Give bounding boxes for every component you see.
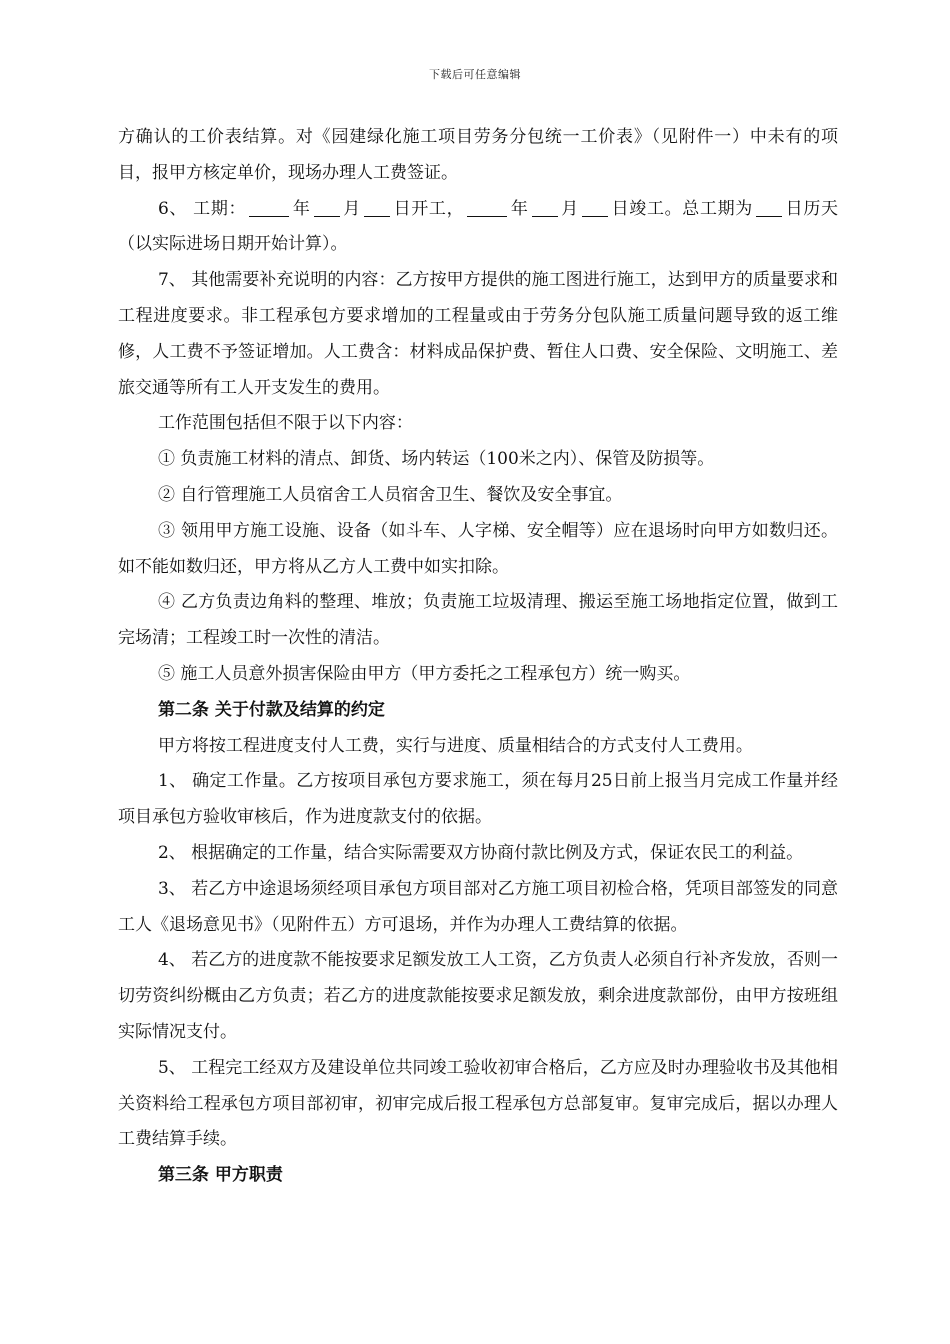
total-days-label: 日历天（以实际进场日期开始计算）。	[118, 198, 838, 255]
list-item: ② 自行管理施工人员宿舍工人员宿舍卫生、餐饮及安全事宜。	[157, 484, 623, 505]
paragraph-work-scope: 工作范围包括但不限于以下内容：	[157, 413, 413, 434]
blank-start-year	[249, 198, 289, 217]
blank-start-day	[364, 198, 390, 217]
blank-end-year	[467, 198, 507, 217]
month-label: 月	[342, 198, 361, 219]
paragraph-payment-intro: 甲方将按工程进度支付人工费，实行与进度、质量相结合的方式支付人工费用。	[157, 735, 753, 756]
year-label: 年	[510, 198, 529, 219]
blank-end-day	[582, 198, 608, 217]
blank-start-month	[314, 198, 340, 217]
section-heading-party-a-duties: 第三条 甲方职责	[157, 1165, 283, 1186]
list-item: ⑤ 施工人员意外损害保险由甲方（甲方委托之工程承包方）统一购买。	[157, 663, 691, 684]
page-header: 下载后可任意编辑	[429, 68, 521, 81]
start-label: 日开工，	[392, 198, 465, 219]
list-item: ③ 领用甲方施工设施、设备（如斗车、人字梯、安全帽等）应在退场时向甲方如数归还。如不能如数归还，甲方将从乙方人工费中如实扣除。	[118, 520, 838, 577]
end-label: 日竣工。总工期为	[610, 198, 753, 219]
list-item: ④ 乙方负责边角料的整理、堆放；负责施工垃圾清理、搬运至施工场地指定位置，做到工完场清；工程竣工时一次性的清洁。	[118, 592, 838, 649]
list-item: 3、 若乙方中途退场须经项目承包方项目部对乙方施工项目初检合格，凭项目部签发的同意工人《退场意见书》（见附件五）方可退场，并作为办理人工费结算的依据。	[118, 878, 838, 935]
section-heading-payment: 第二条 关于付款及结算的约定	[157, 699, 385, 720]
document-body	[118, 120, 838, 1194]
list-item: 1、 确定工作量。乙方按项目承包方要求施工，须在每月25日前上报当月完成工作量并经项目承包方验收审核后，作为进度款支付的依据。	[118, 771, 838, 828]
month-label: 月	[560, 198, 579, 219]
paragraph-supplementary: 7、 其他需要补充说明的内容：乙方按甲方提供的施工图进行施工，达到甲方的质量要求和工程进度要求。非工程承包方要求增加的工程量或由于劳务分包队施工质量问题导致的返工维修，人工费不予签证增加。人工费含：材料成品保护费、暂住人口费、安全保险、文明施工、差旅交通等所有工人开支发生的费用。	[118, 270, 838, 398]
list-item: 2、 根据确定的工作量，结合实际需要双方协商付款比例及方式，保证农民工的利益。	[157, 842, 804, 863]
list-item: 4、 若乙方的进度款不能按要求足额发放工人工资，乙方负责人必须自行补齐发放，否则一切劳资纠纷概由乙方负责；若乙方的进度款能按要求足额发放，剩余进度款部份，由甲方按班组实际情况支付。	[118, 950, 838, 1042]
list-item: ① 负责施工材料的清点、卸货、场内转运（100米之内）、保管及防损等。	[157, 449, 715, 470]
paragraph-price-settlement: 方确认的工价表结算。对《园建绿化施工项目劳务分包统一工价表》（见附件一）中未有的项目，报甲方核定单价，现场办理人工费签证。	[118, 127, 838, 183]
period-label: 6、 工期：	[157, 198, 247, 219]
year-label: 年	[292, 198, 311, 219]
blank-total-days	[756, 198, 782, 217]
blank-end-month	[532, 198, 558, 217]
paragraph-construction-period	[118, 192, 838, 264]
list-item: 5、 工程完工经双方及建设单位共同竣工验收初审合格后，乙方应及时办理验收书及其他相关资料给工程承包方项目部初审，初审完成后报工程承包方总部复审。复审完成后，据以办理人工费结算手续。	[118, 1057, 838, 1150]
